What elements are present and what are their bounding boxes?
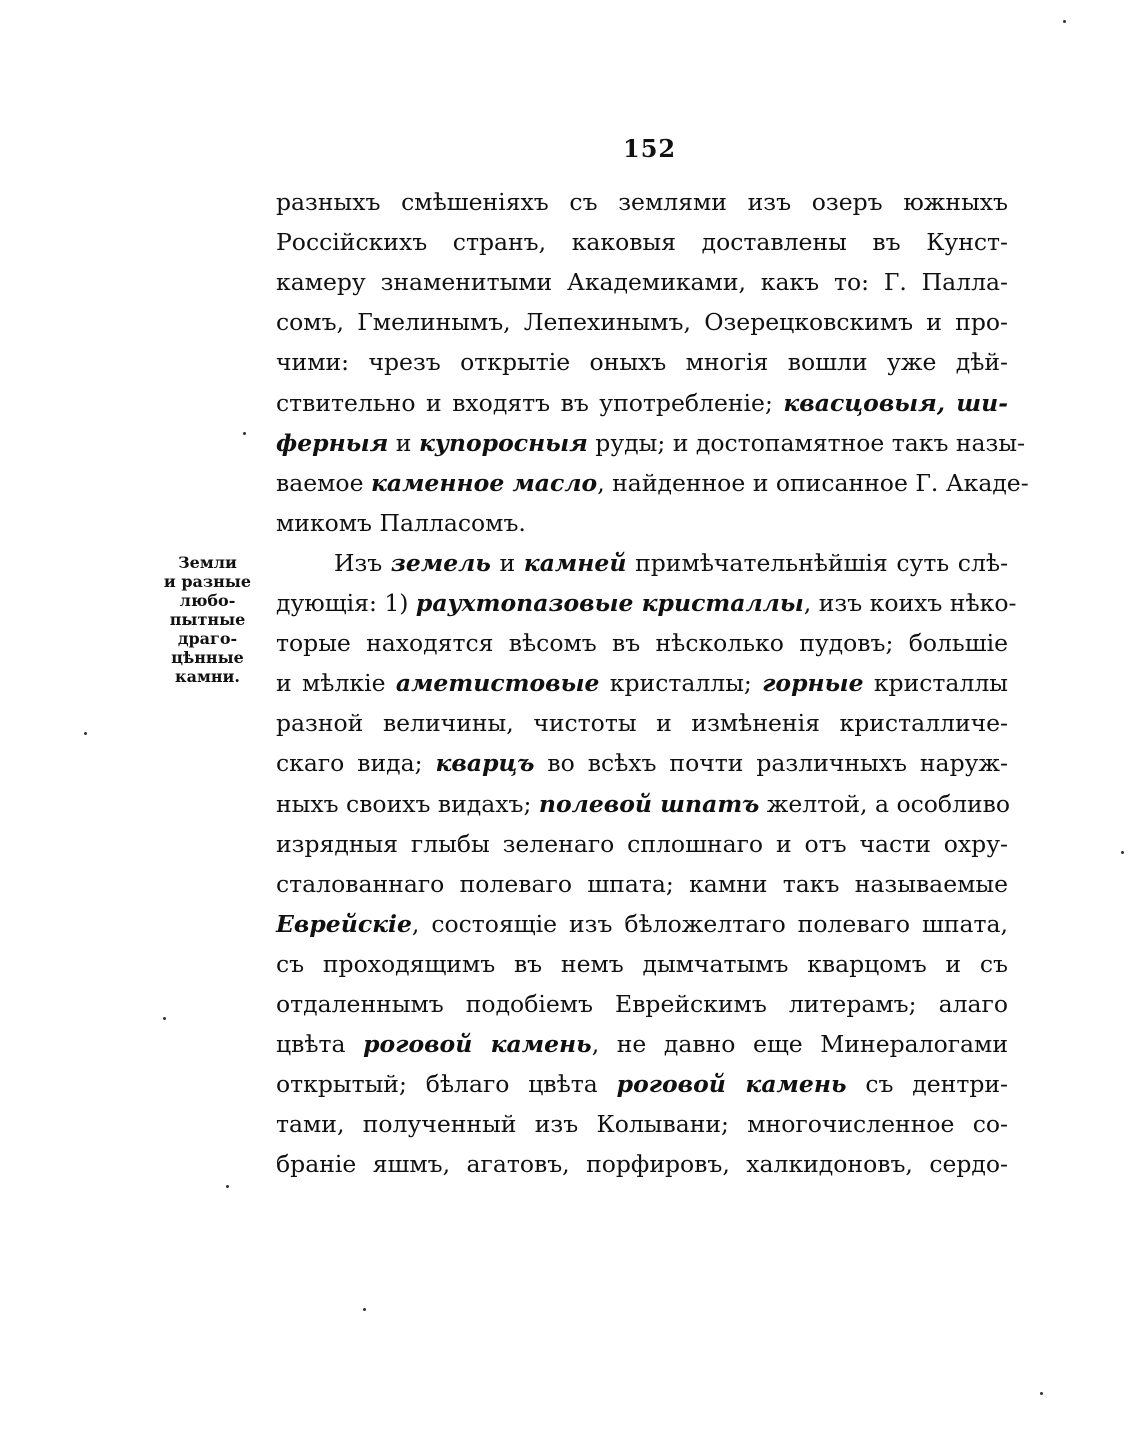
text-line (276, 1104, 1008, 1144)
text-run: браніе яшмъ, агатовъ, порфировъ, халкидоновъ, сердо- (276, 1150, 1008, 1179)
text-line (276, 383, 1008, 423)
margin-note-line: и разные (163, 572, 252, 591)
speck-7 (1040, 1392, 1043, 1395)
text-run: сомъ, Гмелинымъ, Лепехинымъ, Озерецковскимъ и про- (276, 308, 1008, 337)
text-run: , найденное и описанное Г. Акаде- (597, 468, 1029, 497)
text-line (276, 262, 1008, 302)
text-run: камеру знаменитыми Академиками, какъ то: Г. Палла- (276, 268, 1008, 297)
speck-2 (243, 432, 246, 435)
italic-term: кварцъ (435, 749, 535, 778)
text-line (276, 1024, 1008, 1064)
speck-6 (363, 1308, 366, 1311)
margin-note (150, 553, 265, 686)
text-run: и мѣлкіе (276, 669, 396, 698)
text-line (276, 663, 1008, 703)
text-run: скаго вида; (276, 749, 436, 778)
margin-note-line: камни. (175, 667, 240, 686)
italic-term: земель (390, 548, 491, 577)
text-run: и (490, 548, 524, 577)
italic-term: камней (523, 548, 627, 577)
text-run: разной величины, чистоты и измѣненія кристалличе- (276, 709, 1008, 738)
text-line (276, 984, 1008, 1024)
text-line (276, 182, 1008, 222)
text-line (276, 222, 1008, 262)
italic-term: полевой шпатъ (538, 789, 760, 818)
text-run: цвѣта (276, 1030, 364, 1059)
text-run: отдаленнымъ подобіемъ Еврейскимъ литерамъ; алаго (276, 990, 1008, 1018)
text-line (276, 944, 1008, 984)
speck-5 (226, 1185, 229, 1188)
text-run: ваемое (276, 468, 371, 497)
italic-term: каменное масло (370, 468, 598, 497)
text-run: разныхъ смѣшеніяхъ съ землями изъ озеръ южныхъ (276, 188, 1008, 216)
text-run: примѣчательнѣйшія суть слѣ- (626, 548, 1009, 577)
text-line (276, 583, 1017, 623)
text-run: Изъ (334, 548, 391, 577)
text-line (276, 302, 1008, 342)
text-run: во всѣхъ почти различныхъ наруж- (534, 749, 1008, 778)
text-run: съ проходящимъ въ немъ дымчатымъ кварцомъ и съ (276, 949, 1008, 978)
italic-term: купоросныя (418, 428, 588, 457)
italic-term: роговой камень (616, 1070, 847, 1099)
text-run: кристаллы (863, 669, 1008, 698)
text-run: дующія: 1) (276, 589, 416, 617)
text-run: чими: чрезъ открытіе оныхъ многія вошли уже дѣй- (276, 348, 1008, 377)
text-run: Россійскихъ странъ, каковыя доставлены въ Кунст- (276, 228, 1008, 257)
text-line (276, 503, 1008, 543)
text-line (276, 864, 1008, 904)
text-run: съ дентри- (846, 1070, 1008, 1099)
italic-term: горные (762, 669, 864, 698)
text-run: тами, полученный изъ Колывани; многочисленное со- (276, 1110, 1008, 1139)
text-run: торые находятся вѣсомъ въ нѣсколько пудовъ; большіе (276, 629, 1008, 658)
italic-term: роговой камень (363, 1030, 592, 1059)
italic-term: аметистовые (395, 669, 600, 698)
margin-note-line: драго- (177, 629, 238, 648)
text-run: кристаллы; (599, 669, 763, 698)
text-line (276, 743, 1008, 783)
text-run: изрядныя глыбы зеленаго сплошнаго и отъ части охру- (276, 829, 1008, 858)
text-line (276, 703, 1008, 743)
text-run: ныхъ своихъ видахъ; (276, 789, 539, 818)
speck-3 (84, 732, 87, 735)
text-line (334, 543, 1008, 583)
text-line (276, 824, 1008, 864)
text-run: ствительно и входятъ въ употребленіе; (276, 388, 784, 417)
text-run: микомъ Палласомъ. (276, 508, 526, 537)
text-line (276, 342, 1008, 382)
text-line (276, 1064, 1008, 1104)
text-line (276, 423, 1026, 463)
text-run: и (388, 428, 419, 457)
margin-note-line: пытные (169, 610, 246, 629)
margin-note-line: цѣнные (171, 648, 244, 667)
speck-4 (163, 1017, 166, 1020)
text-line (276, 1144, 1008, 1184)
text-run: руды; и достопамятное такъ назы- (587, 428, 1026, 457)
text-line (276, 463, 1029, 503)
margin-note-line: любо- (179, 591, 236, 610)
text-run: , не давно еще Минералогами (591, 1030, 1008, 1059)
italic-term: квасцовыя, ши- (783, 388, 1008, 417)
text-run: , состоящіе изъ бѣложелтаго полеваго шпата, (411, 909, 1008, 938)
italic-term: ферныя (276, 428, 389, 457)
text-line (276, 623, 1008, 663)
text-run: , изъ коихъ нѣко- (803, 589, 1017, 617)
text-run: сталованнаго полеваго шпата; камни такъ называемые (276, 869, 1008, 898)
italic-term: раухтопазовые кристаллы (415, 589, 804, 617)
page-number: 152 (623, 134, 677, 163)
speck-8 (1121, 851, 1124, 854)
text-line (276, 904, 1008, 944)
speck-1 (1063, 20, 1066, 23)
text-line (276, 784, 1011, 824)
margin-note-line: Земли (178, 553, 237, 572)
text-run: желтой, а особливо (759, 789, 1011, 818)
italic-term: Еврейскіе (276, 909, 412, 938)
text-run: открытый; бѣлаго цвѣта (276, 1070, 617, 1099)
